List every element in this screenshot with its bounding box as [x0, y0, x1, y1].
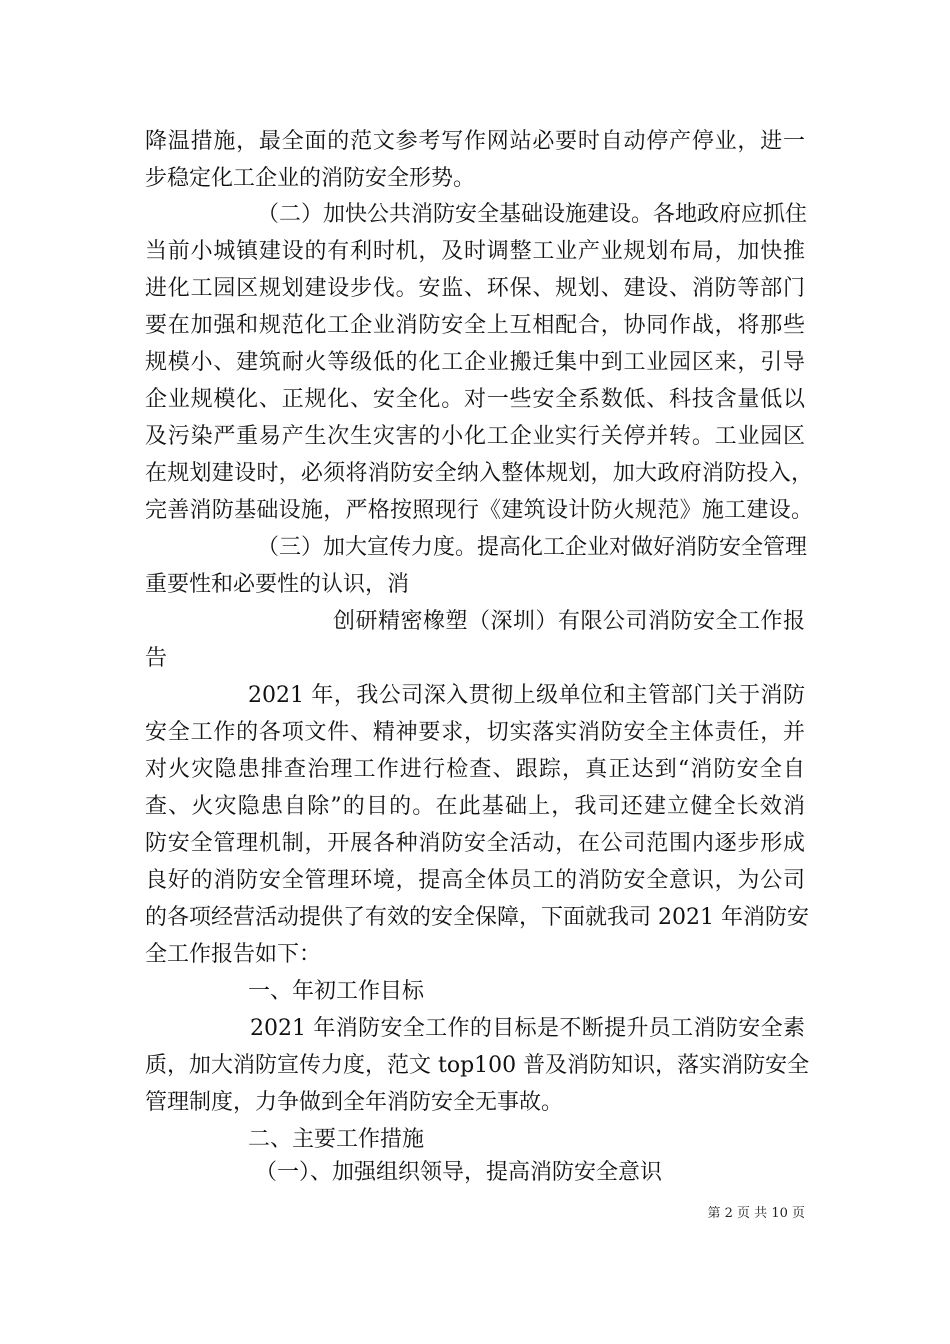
body-line: 的各项经营活动提供了有效的安全保障，下面就我司 2021 年消防安: [145, 905, 809, 930]
body-line: 规模小、建筑耐火等级低的化工企业搬迁集中到工业园区来，引导: [145, 350, 805, 375]
body-line: 企业规模化、正规化、安全化。对一些安全系数低、科技含量低以: [145, 387, 805, 412]
body-line: 安全工作的各项文件、精神要求，切实落实消防安全主体责任，并: [145, 720, 805, 745]
body-line: 降温措施，最全面的范文参考写作网站必要时自动停产停业，进一: [145, 129, 805, 154]
body-line: 管理制度，力争做到全年消防安全无事故。: [145, 1090, 564, 1115]
body-line: 全工作报告如下：: [145, 942, 322, 967]
body-line: 2021 年消防安全工作的目标是不断提升员工消防安全素: [250, 1016, 805, 1041]
body-line: 在规划建设时，必须将消防安全纳入整体规划，加大政府消防投入，: [145, 461, 813, 486]
body-line: 完善消防基础设施，严格按照现行《建筑设计防火规范》施工建设。: [145, 498, 813, 523]
body-line: 良好的消防安全管理环境，提高全体员工的消防安全意识，为公司: [145, 868, 805, 893]
body-line: 及污染严重易产生次生灾害的小化工企业实行关停并转。工业园区: [145, 424, 805, 449]
section-heading: 二、主要工作措施: [248, 1127, 425, 1152]
body-line: 2021 年，我公司深入贯彻上级单位和主管部门关于消防: [248, 683, 805, 708]
report-title-continued: 告: [145, 646, 168, 671]
body-line: 重要性和必要性的认识，消: [145, 572, 410, 597]
section-heading-line: （二）加快公共消防安全基础设施建设。各地政府应抓住: [257, 202, 808, 227]
body-line: 要在加强和规范化工企业消防安全上互相配合，协同作战，将那些: [145, 313, 805, 338]
body-line: 防安全管理机制，开展各种消防安全活动，在公司范围内逐步形成: [145, 831, 805, 856]
page-number-footer: 第 2 页 共 10 页: [707, 1206, 805, 1221]
body-line: 查、火灾隐患自除”的目的。在此基础上，我司还建立健全长效消: [145, 794, 805, 819]
subsection-heading: （一）、加强组织领导，提高消防安全意识: [255, 1160, 663, 1185]
section-heading-line: （三）加大宣传力度。提高化工企业对做好消防安全管理: [257, 535, 808, 560]
body-line: 进化工园区规划建设步伐。安监、环保、规划、建设、消防等部门: [145, 276, 805, 301]
body-line: 步稳定化工企业的消防安全形势。: [145, 166, 476, 191]
body-line: 对火灾隐患排查治理工作进行检查、跟踪，真正达到“消防安全自: [145, 757, 805, 782]
body-line: 当前小城镇建设的有利时机，及时调整工业产业规划布局，加快推: [145, 239, 805, 264]
body-line: 质，加大消防宣传力度，范文 top100 普及消防知识，落实消防安全: [145, 1053, 810, 1078]
report-title: 创研精密橡塑（深圳）有限公司消防安全工作报: [333, 609, 805, 634]
section-heading: 一、年初工作目标: [248, 979, 425, 1004]
